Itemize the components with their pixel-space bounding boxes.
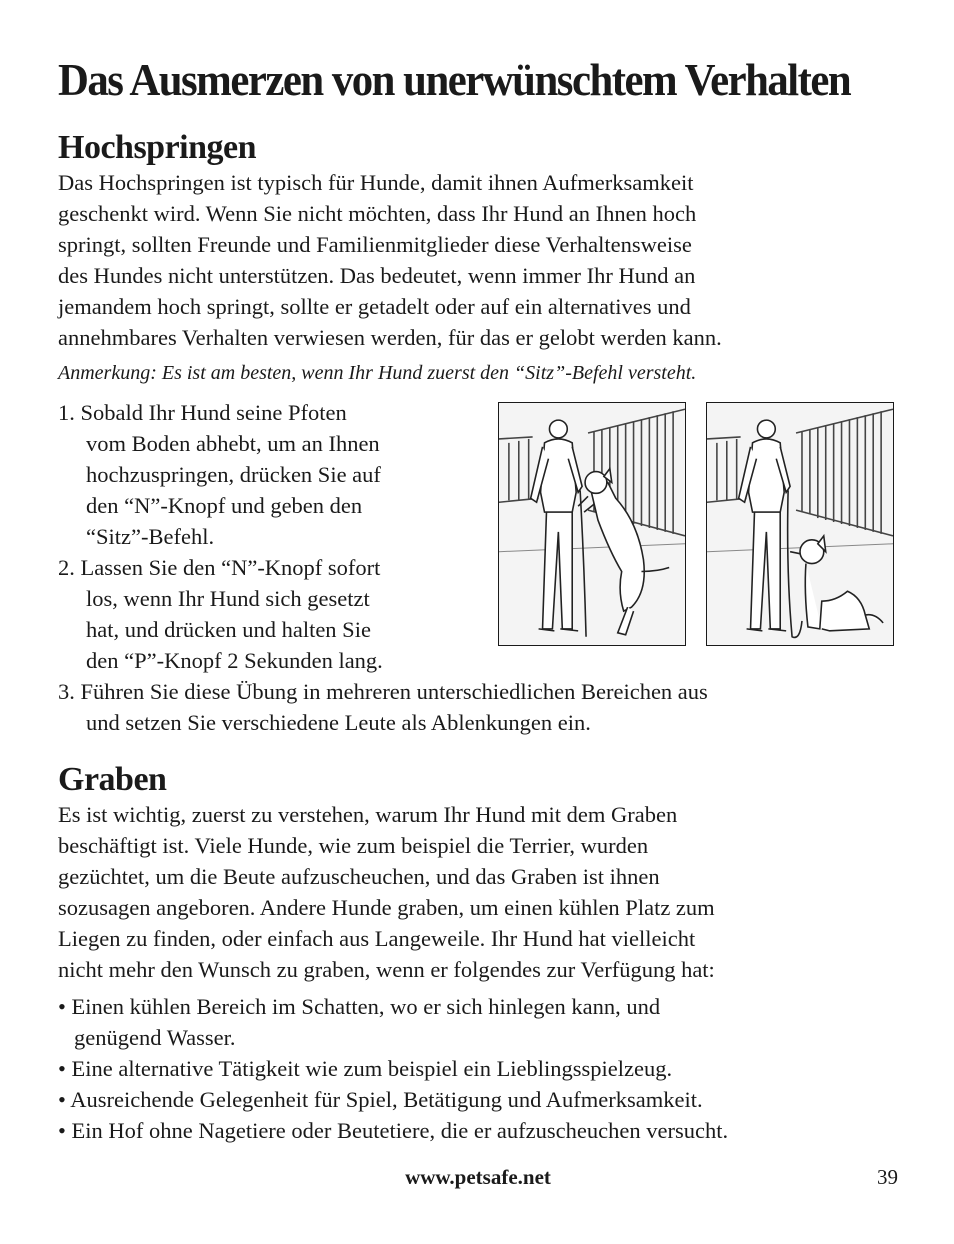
illustration-dog-sitting — [706, 402, 894, 646]
note-text: Anmerkung: Es ist am besten, wenn Ihr Hund zuerst den “Sitz”-Befehl versteht. — [58, 362, 697, 384]
paragraph-line: Liegen zu finden, oder einfach aus Langeweile. Ihr Hund hat vielleicht — [58, 926, 696, 951]
bullet-line: • Ein Hof ohne Nagetiere oder Beutetiere, die er aufzuscheuchen versucht. — [58, 1118, 729, 1143]
footer-url: www.petsafe.net — [405, 1165, 551, 1189]
bullet-item — [58, 1084, 728, 1115]
dog-jumping-drawing — [499, 403, 685, 645]
step-line: den “N”-Knopf und geben den — [86, 493, 363, 518]
paragraph-line: des Hundes nicht unterstützen. Das bedeutet, wenn immer Ihr Hund an — [58, 263, 696, 288]
step-line: los, wenn Ihr Hund sich gesetzt — [86, 586, 370, 611]
step-line: 2. Lassen Sie den “N”-Knopf sofort — [58, 555, 381, 580]
step-line: 3. Führen Sie diese Übung in mehreren unterschiedlichen Bereichen aus — [58, 679, 708, 704]
paragraph-line: annehmbares Verhalten verwiesen werden, für das er gelobt werden kann. — [58, 325, 722, 350]
paragraph-line: gezüchtet, um die Beute aufzuscheuchen, und das Graben ist ihnen — [58, 864, 660, 889]
bullet-line: • Einen kühlen Bereich im Schatten, wo er sich hinlegen kann, und — [58, 994, 661, 1019]
step-line: 1. Sobald Ihr Hund seine Pfoten — [58, 400, 347, 425]
step-line: hat, und drücken und halten Sie — [86, 617, 371, 642]
paragraph-line: Das Hochspringen ist typisch für Hunde, damit ihnen Aufmerksamkeit — [58, 170, 694, 195]
bullet-item — [58, 991, 728, 1053]
step-line: “Sitz”-Befehl. — [86, 524, 215, 549]
page-number: 39 — [877, 1165, 898, 1189]
paragraph-line: jemandem hoch springt, sollte er getadelt oder auf ein alternatives und — [58, 294, 691, 319]
section-hochspringen-paragraph — [58, 167, 722, 353]
section-heading-graben: Graben — [58, 761, 167, 798]
paragraph-line: geschenkt wird. Wenn Sie nicht möchten, dass Ihr Hund an Ihnen hoch — [58, 201, 697, 226]
paragraph-line: sozusagen angeboren. Andere Hunde graben, um einen kühlen Platz zum — [58, 895, 715, 920]
step-line: und setzen Sie verschiedene Leute als Ablenkungen ein. — [86, 710, 591, 735]
step-item-3 — [58, 676, 708, 738]
step-line: den “P”-Knopf 2 Sekunden lang. — [86, 648, 383, 673]
paragraph-line: springt, sollten Freunde und Familienmitglieder diese Verhaltensweise — [58, 232, 692, 257]
step-line: hochzuspringen, drücken Sie auf — [86, 462, 381, 487]
section-graben-paragraph — [58, 799, 715, 985]
paragraph-line: beschäftigt ist. Viele Hunde, wie zum beispiel die Terrier, wurden — [58, 833, 649, 858]
dog-sitting-drawing — [707, 403, 893, 645]
section-heading-hochspringen: Hochspringen — [58, 129, 257, 166]
paragraph-line: nicht mehr den Wunsch zu graben, wenn er folgendes zur Verfügung hat: — [58, 957, 715, 982]
illustration-dog-jumping — [498, 402, 686, 646]
page-title: Das Ausmerzen von unerwünschtem Verhalten — [58, 54, 851, 105]
paragraph-line: Es ist wichtig, zuerst zu verstehen, warum Ihr Hund mit dem Graben — [58, 802, 678, 827]
bullet-item — [58, 1053, 728, 1084]
bullet-line: genügend Wasser. — [74, 1025, 236, 1050]
bullet-list — [58, 991, 728, 1146]
bullet-line: • Ausreichende Gelegenheit für Spiel, Betätigung und Aufmerksamkeit. — [58, 1087, 703, 1112]
bullet-item — [58, 1115, 728, 1146]
step-line: vom Boden abhebt, um an Ihnen — [86, 431, 380, 456]
bullet-line: • Eine alternative Tätigkeit wie zum beispiel ein Lieblingsspielzeug. — [58, 1056, 673, 1081]
document-page — [58, 0, 898, 1244]
